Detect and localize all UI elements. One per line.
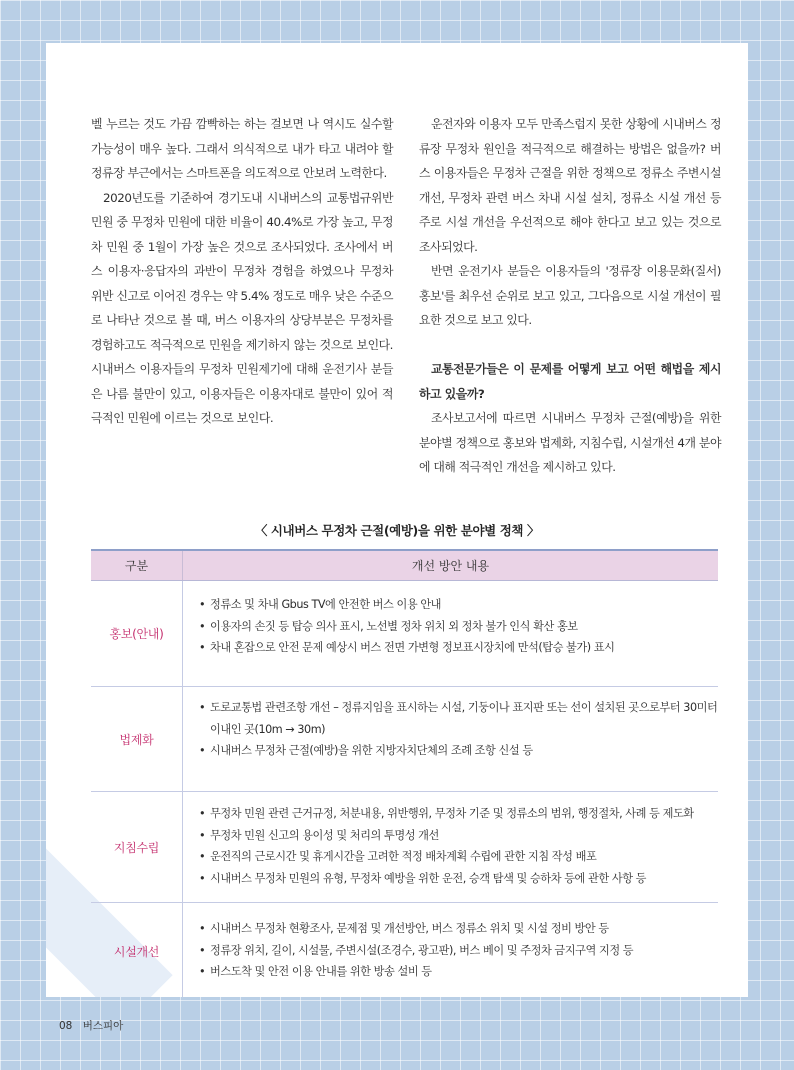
paragraph: 2020년도를 기준하여 경기도내 시내버스의 교통법규위반 민원 중 무정차 민원에 대한 비율이 40.4%로 가장 높고, 무정차 민원 중 1월이 가장 높은 것으로 조사되었다. 조사에서 버스 이용자·응답자의 과반이 무정차 경험을 하였으나 무정차 위반 신고로 이어진 경우는 약 5.4% 정도로 매우 낮은 수준으로 나타난 것으로 볼 때, 버스 이용자의 상당부분은 무정차를 경험하고도 적극적으로 민원을 제기하지 않는 것으로 보인다. 시내버스 이용자들의 무정차 민원제기에 대해 운전기사 분들은 나름 불만이 있고, 이용자들은 이용자대로 불만이 있어 적극적인 민원에 이르는 것으로 보인다. [91,190,393,425]
list-item: • 버스도착 및 안전 이용 안내를 위한 방송 설비 등 [199,961,718,983]
list-item: • 무정차 민원 신고의 용이성 및 처리의 투명성 개선 [199,825,718,847]
page-number: 08 [59,1020,73,1032]
header-content: 개선 방안 내용 [411,559,490,573]
list-item: • 시내버스 무정차 근절(예방)을 위한 지방자치단체의 조례 조항 신설 등 [199,740,718,762]
list-item: • 정류장 위치, 길이, 시설물, 주변시설(조경수, 광고판), 버스 베이 및 주정차 금지구역 지정 등 [199,940,718,962]
row-items [183,687,718,791]
article-column-right [419,112,721,480]
table-row [91,903,718,997]
policy-table [91,549,718,997]
list-item: • 차내 혼잡으로 안전 문제 예상시 버스 전면 가변형 정보표시장치에 만석(탑승 불가) 표시 [199,637,718,659]
list-item: • 이용자의 손짓 등 탑승 의사 표시, 노선별 정차 위치 외 정차 불가 인식 확산 홍보 [199,616,718,638]
table-row [91,581,718,687]
header-category: 구분 [91,551,183,580]
article-column-left [91,112,393,431]
list-item: • 운전직의 근로시간 및 휴게시간을 고려한 적정 배차계획 수립에 관한 지침 작성 배포 [199,846,718,868]
table-row [91,792,718,903]
row-category: 시설개선 [91,903,183,997]
paragraph: 운전자와 이용자 모두 만족스럽지 못한 상황에 시내버스 정류장 무정차 원인을 적극적으로 해결하는 방법은 없을까? 버스 이용자들은 무정차 근절을 위한 정책으로 정류소 주변시설 개선, 무정차 관련 버스 차내 시설 설치, 정류소 시설 개선 등 주로 시설 개선을 우선적으로 해야 한다고 보고 있는 것으로 조사되었다. [419,117,721,254]
list-item: • 도로교통법 관련조항 개선 – 정류지임을 표시하는 시설, 기둥이나 표지판 또는 선이 설치된 곳으로부터 30미터 이내인 곳(10m → 30m) [199,697,718,740]
list-item: • 무정차 민원 관련 근거규정, 처분내용, 위반행위, 무정차 기준 및 정류소의 범위, 행정절차, 사례 등 제도화 [199,803,718,825]
paragraph: 반면 운전기사 분들은 이용자들의 '정류장 이용문화(질서) 홍보'를 최우선 순위로 보고 있고, 그다음으로 시설 개선이 필요한 것으로 보고 있다. [419,264,721,327]
page-sheet [46,43,748,997]
paragraph: 조사보고서에 따르면 시내버스 무정차 근절(예방)을 위한 분야별 정책으로 홍보와 법제화, 지침수립, 시설개선 4개 분야에 대해 적극적인 개선을 제시하고 있다. [419,411,721,474]
row-items [183,792,718,902]
row-category: 홍보(안내) [91,581,183,686]
list-item: • 정류소 및 차내 Gbus TV에 안전한 버스 이용 안내 [199,594,718,616]
row-items [183,581,718,686]
table-title: 〈 시내버스 무정차 근절(예방)을 위한 분야별 정책 〉 [254,523,540,538]
table-header [91,551,718,581]
row-category: 법제화 [91,687,183,791]
table-row [91,687,718,792]
row-items [183,903,718,997]
row-category: 지침수립 [91,792,183,902]
list-item: • 시내버스 무정차 현황조사, 문제점 및 개선방안, 버스 정류소 위치 및 시설 정비 방안 등 [199,918,718,940]
paragraph: 벨 누르는 것도 가끔 깜빡하는 하는 걸보면 나 역시도 실수할 가능성이 매우 높다. 그래서 의식적으로 내가 타고 내려야 할 정류장 부근에서는 스마트폰을 의도적으로 안보려 노력한다. [91,117,393,180]
magazine-name: 버스피아 [82,1020,124,1032]
section-question: 교통전문가들은 이 문제를 어떻게 보고 어떤 해법을 제시하고 있을까? [419,362,721,401]
page-footer [59,1018,123,1033]
list-item: • 시내버스 무정차 민원의 유형, 무정차 예방을 위한 운전, 승객 탐색 및 승하차 등에 관한 사항 등 [199,868,718,890]
